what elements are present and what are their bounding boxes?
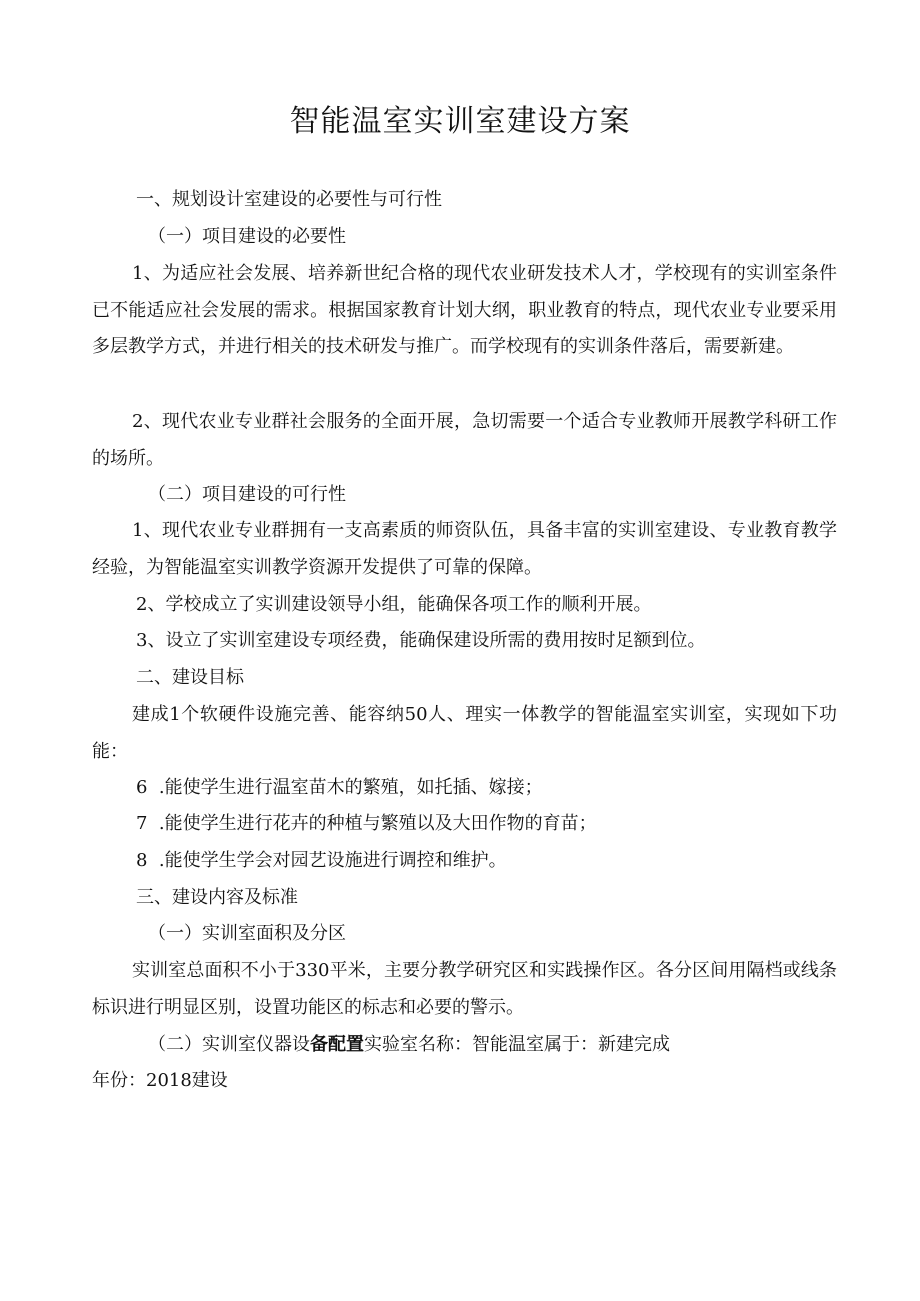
section-heading-1: 一、规划设计室建设的必要性与可行性 xyxy=(136,189,442,210)
subsection-heading-3-2-part-a: （二）实训室仪器设 xyxy=(148,1034,310,1055)
subsection-heading-1-1: （一）项目建设的必要性 xyxy=(148,226,346,247)
subsection-heading-3-2-part-b: 备配置 xyxy=(310,1034,364,1055)
goal-list-item: 8 .能使学生学会对园艺设施进行调控和维护。 xyxy=(136,850,507,871)
subsection-heading-3-1: （一）实训室面积及分区 xyxy=(148,923,346,944)
paragraph-feasibility-2: 2、学校成立了实训建设领导小组，能确保各项工作的顺利开展。 xyxy=(136,594,652,615)
paragraph-necessity-2: 2、现代农业专业群社会服务的全面开展，急切需要一个适合专业教师开展教学科研工作的场所。 xyxy=(92,411,837,469)
section-heading-2: 二、建设目标 xyxy=(136,667,244,688)
paragraph-goal-intro: 建成1个软硬件设施完善、能容纳50人、理实一体教学的智能温室实训室，实现如下功能： xyxy=(92,704,837,762)
subsection-heading-3-2 xyxy=(148,1027,670,1063)
goal-list-item: 6 .能使学生进行温室苗木的繁殖，如托插、嫁接； xyxy=(136,777,543,798)
paragraph-feasibility-1: 1、现代农业专业群拥有一支高素质的师资队伍，具备丰富的实训室建设、专业教育教学经验，为智能温室实训教学资源开发提供了可靠的保障。 xyxy=(92,520,837,578)
paragraph-area: 实训室总面积不小于330平米，主要分教学研究区和实践操作区。各分区间用隔档或线条标识进行明显区别，设置功能区的标志和必要的警示。 xyxy=(92,960,837,1018)
section-heading-3: 三、建设内容及标准 xyxy=(136,887,298,908)
paragraph-necessity-1: 1、为适应社会发展、培养新世纪合格的现代农业研发技术人才，学校现有的实训室条件已不能适应社会发展的需求。根据国家教育计划大纲，职业教育的特点，现代农业专业要采用多层教学方式，并进行相关的技术研发与推广。而学校现有的实训条件落后，需要新建。 xyxy=(92,263,837,357)
paragraph-feasibility-3: 3、设立了实训室建设专项经费，能确保建设所需的费用按时足额到位。 xyxy=(136,630,706,651)
subsection-heading-1-2: （二）项目建设的可行性 xyxy=(148,484,346,505)
subsection-heading-3-2-part-c: 实验室名称：智能温室属于：新建完成 xyxy=(364,1034,670,1055)
goal-list-item: 7 .能使学生进行花卉的种植与繁殖以及大田作物的育苗； xyxy=(136,813,597,834)
year-line: 年份：2018建设 xyxy=(92,1070,228,1091)
document-title: 智能温室实训室建设方案 xyxy=(289,104,631,139)
